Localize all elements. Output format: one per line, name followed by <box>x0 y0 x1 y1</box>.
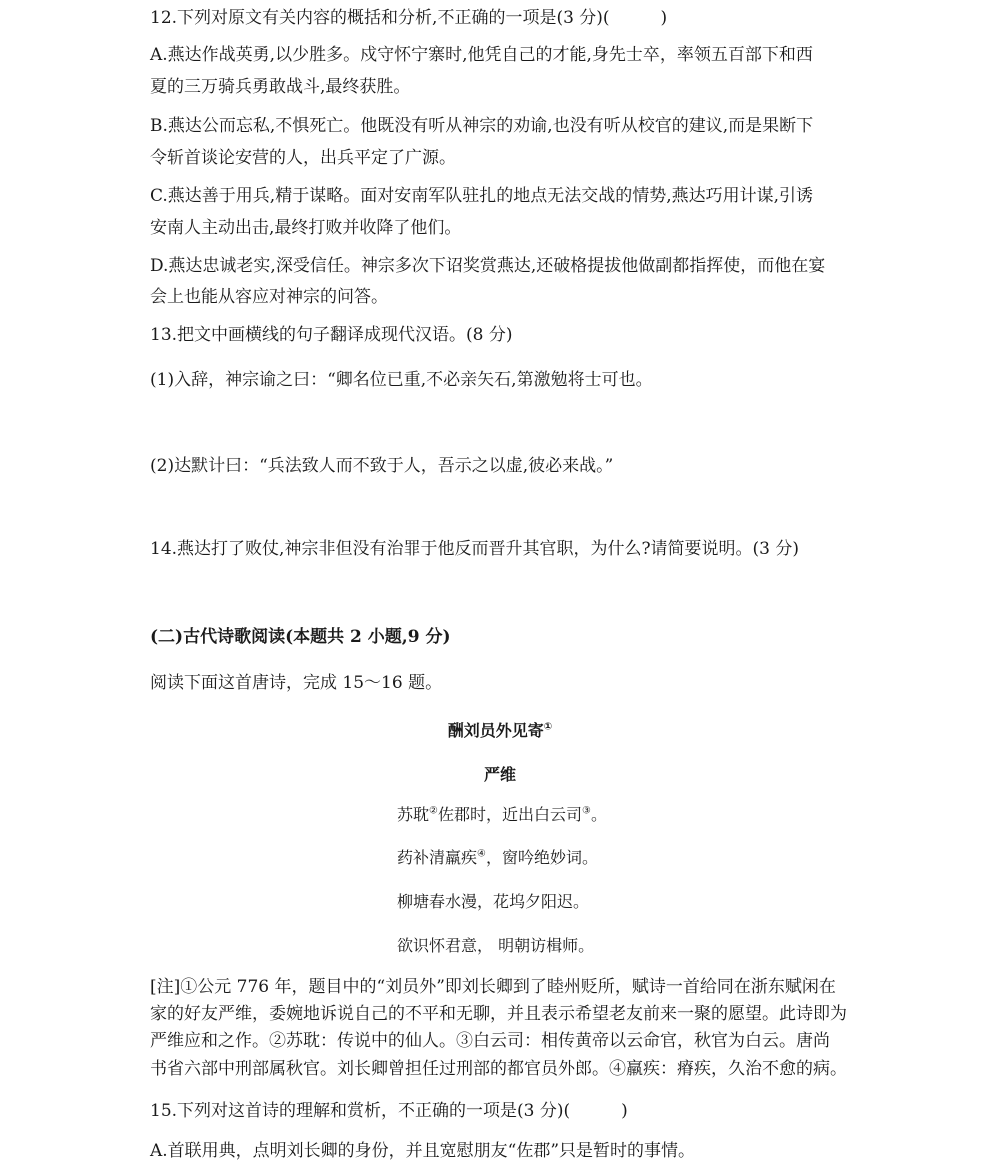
q12-option-a-line1: A.燕达作战英勇,以少胜多。戍守怀宁寨时,他凭自己的才能,身先士卒，率领五百部下和西 <box>150 45 813 65</box>
q12-option-d-line1: D.燕达忠诚老实,深受信任。神宗多次下诏奖赏燕达,还破格提拔他做副都指挥使，而他在宴 <box>150 256 826 276</box>
q12-option-c-line2: 安南人主动出击,最终打败并收降了他们。 <box>150 218 462 238</box>
note-line-2: 家的好友严维，委婉地诉说自己的不平和无聊，并且表示希望老友前来一聚的愿望。此诗即为 <box>150 1004 847 1024</box>
q15-option-a: A.首联用典，点明刘长卿的身份，并且宽慰朋友“佐郡”只是暂时的事情。 <box>150 1141 696 1161</box>
section2-heading: (二)古代诗歌阅读(本题共 2 小题,9 分) <box>150 627 451 647</box>
poem-author: 严维 <box>483 765 516 784</box>
note-line-3: 严维应和之作。②苏耽：传说中的仙人。③白云司：相传黄帝以云命官，秋官为白云。唐尚 <box>150 1031 830 1051</box>
poem-line-2-b: ，窗吟绝妙词。 <box>485 848 598 867</box>
poem-line-1-b: 佐郡时，近出白云司 <box>437 805 582 824</box>
poem-line-3: 柳塘春水漫，花坞夕阳迟。 <box>397 892 590 911</box>
poem-title-text: 酬刘员外见寄 <box>447 721 544 740</box>
q12-option-d-line2: 会上也能从容应对神宗的问答。 <box>150 287 388 307</box>
poem-line-2 <box>397 846 598 870</box>
poem-note-mark-4: ④ <box>477 848 486 860</box>
q14-stem: 14.燕达打了败仗,神宗非但没有治罪于他反而晋升其官职，为什么?请简要说明。(3 分) <box>150 539 800 559</box>
q12-option-b-line2: 令斩首谈论安营的人，出兵平定了广源。 <box>150 148 456 168</box>
poem-note-mark-2: ② <box>429 805 438 817</box>
q12-option-a-line2: 夏的三万骑兵勇敢战斗,最终获胜。 <box>150 77 411 97</box>
section2-intro: 阅读下面这首唐诗，完成 15～16 题。 <box>150 673 443 693</box>
q13-part1: (1)入辞，神宗谕之曰：“卿名位已重,不必亲矢石,第激勉将士可也。 <box>150 370 653 390</box>
q13-stem: 13.把文中画横线的句子翻译成现代汉语。(8 分) <box>150 325 513 345</box>
poem-title <box>0 718 1000 741</box>
q12-option-b-line1: B.燕达公而忘私,不惧死亡。他既没有听从神宗的劝谕,也没有听从校官的建议,而是果断下 <box>150 116 814 136</box>
poem-line-1 <box>397 803 607 827</box>
poem-line-2-a: 药补清羸疾 <box>397 848 478 867</box>
poem-line-4: 欲识怀君意， 明朝访楫师。 <box>397 936 595 955</box>
q15-stem: 15.下列对这首诗的理解和赏析，不正确的一项是(3 分)( ) <box>150 1101 628 1121</box>
q12-option-c-line1: C.燕达善于用兵,精于谋略。面对安南军队驻扎的地点无法交战的情势,燕达巧用计谋,引诱 <box>150 186 814 206</box>
q12-stem: 12.下列对原文有关内容的概括和分析,不正确的一项是(3 分)( ) <box>150 8 668 28</box>
poem-note-mark-3: ③ <box>582 805 591 817</box>
poem-line-1-a: 苏耽 <box>397 805 430 824</box>
q13-part2: (2)达默计曰：“兵法致人而不致于人，吾示之以虚,彼必来战。” <box>150 456 614 476</box>
poem-line-1-c: 。 <box>590 805 607 824</box>
note-line-4: 书省六部中刑部属秋官。刘长卿曾担任过刑部的都官员外郎。④羸疾：瘠疾，久治不愈的病。 <box>150 1059 847 1079</box>
poem-title-note-mark: ① <box>543 721 553 733</box>
note-line-1: [注]①公元 776 年，题目中的“刘员外”即刘长卿到了睦州贬所，赋诗一首给同在浙东赋闲在 <box>150 977 836 997</box>
